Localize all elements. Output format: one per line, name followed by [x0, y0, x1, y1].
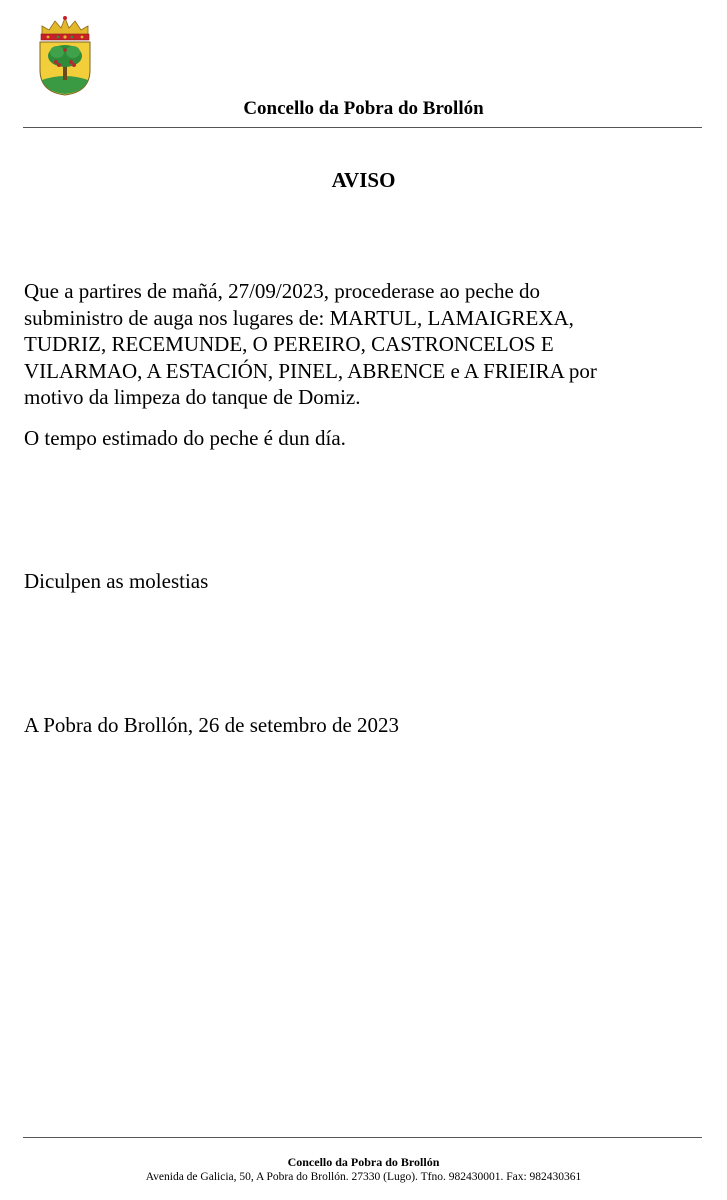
- footer-address: Avenida de Galicia, 50, A Pobra do Brollón. 27330 (Lugo). Tfno. 982430001. Fax: 982430361: [145, 1171, 582, 1183]
- notice-body-line: subministro de auga nos lugares de: MARTUL, LAMAIGREXA,: [24, 305, 574, 330]
- notice-body-line: VILARMAO, A ESTACIÓN, PINEL, ABRENCE e A FRIEIRA por: [24, 358, 597, 383]
- footer-council-name: Concello da Pobra do Brollón: [287, 1155, 440, 1169]
- closure-duration: O tempo estimado do peche é dun día.: [24, 426, 346, 450]
- shield-icon: [40, 42, 90, 95]
- notice-heading: AVISO: [331, 168, 396, 192]
- place-and-date: A Pobra do Brollón, 26 de setembro de 2023: [24, 713, 400, 737]
- notice-body-line: Que a partires de mañá, 27/09/2023, procederase ao peche do: [24, 279, 541, 303]
- footer-divider: [23, 1137, 702, 1138]
- apology-text: Diculpen as molestias: [24, 569, 209, 593]
- notice-body-line: TUDRIZ, RECEMUNDE, O PEREIRO, CASTRONCELOS E: [24, 332, 554, 356]
- notice-body-line: motivo da limpeza do tanque de Domiz.: [24, 385, 361, 409]
- header-title: Concello da Pobra do Brollón: [243, 98, 484, 119]
- crown-icon: [41, 16, 89, 40]
- notice-body: [24, 278, 714, 411]
- header-divider: [23, 127, 702, 128]
- coat-of-arms-icon: [36, 14, 94, 96]
